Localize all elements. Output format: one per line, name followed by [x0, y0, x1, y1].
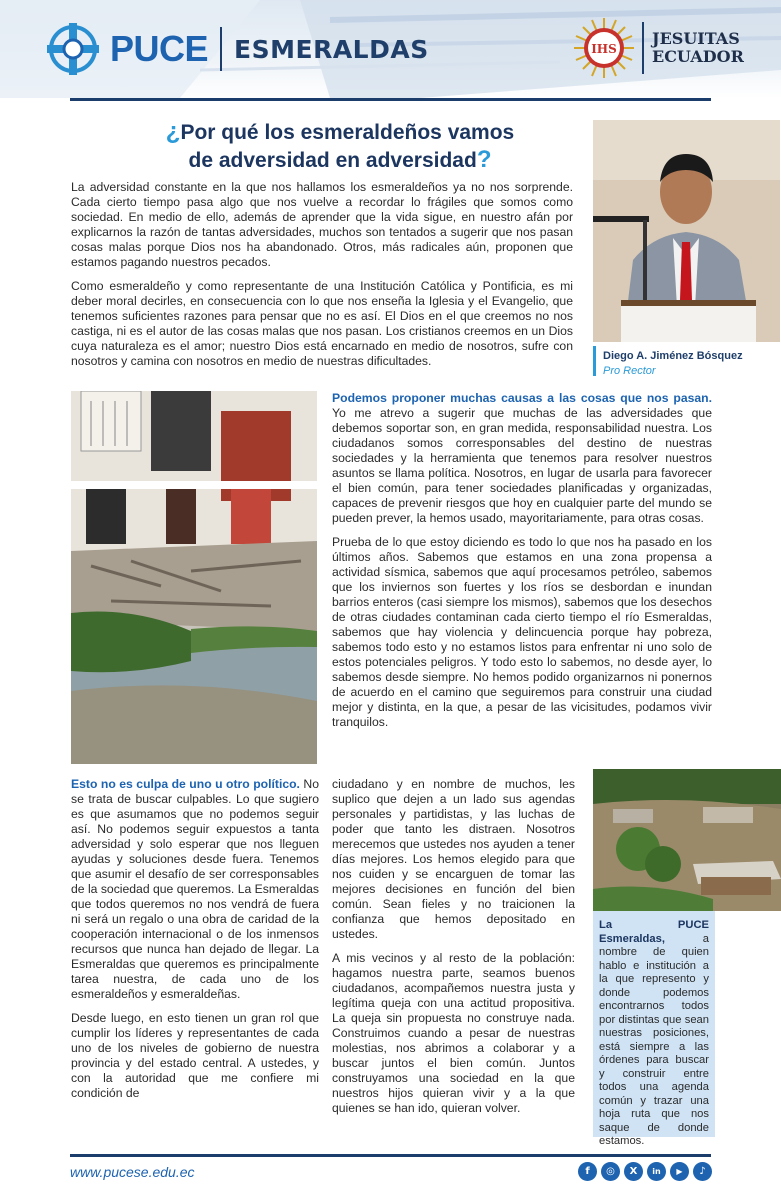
- question-open-mark: ¿: [165, 118, 181, 145]
- instagram-icon[interactable]: ◎: [601, 1162, 620, 1181]
- flooded-village-image: [593, 769, 781, 911]
- x-twitter-icon[interactable]: X: [624, 1162, 643, 1181]
- puce-emblem-icon: [44, 20, 102, 78]
- seal-monogram: IHS: [591, 42, 617, 56]
- paragraph-3: [332, 391, 712, 526]
- author-portrait: [593, 120, 780, 342]
- paragraph-8: A mis vecinos y al resto de la población: hagamos nuestra parte, seamos buenos ciudadanos, acompañemos nuestra justa y legítima queja con una actitud propositiva. La queja sin propuesta no construye nada. Construimos cuando a pesar de nuestras molestias, nos abrimos a colaborar y a buscar juntos el bien común. Juntos construyamos una sociedad en la que nuestros hijos quieran vivir y a la que quienes se han ido, quieran volver.: [332, 951, 575, 1115]
- partner-line2: ECUADOR: [652, 47, 744, 66]
- damaged-building-photo: [71, 391, 317, 764]
- intro-text: [71, 180, 573, 378]
- paragraph-4: Prueba de lo que estoy diciendo es todo lo que nos ha pasado en los últimos años. Sabemos que estamos en una zona propensa a actividad sísmica, sabemos que aquí procesamos petróleo, sabemos que los inviernos son fuertes y los ríos se desbordan e inundan barrios enteros (casi siempre los mismos), sabemos que los desechos de otras ciudades contaminan cada cierto tiempo el río Esmeraldas, sabemos que hay violencia y delincuencia porque hay pobreza, sabemos todo esto y no estamos listos para enfrentar ni uno solo de estos potenciales peligros. Y todo esto lo sabemos, no desde ayer, lo sabemos desde siempre. No hemos podido organizarnos ni ponernos de acuerdo en el camino que seguiremos para construir una ciudad mejor y distinta, en la que, a pesar de las vicisitudes, podamos vivir tranquilos.: [332, 535, 712, 729]
- linkedin-icon[interactable]: in: [647, 1162, 666, 1181]
- logo-divider: [220, 27, 222, 71]
- title-line1: Por qué los esmeraldeños vamos: [180, 121, 515, 144]
- paragraph-7: ciudadano y en nombre de muchos, les suplico que dejen a un lado sus agendas personales y partidistas, y las luchas de poder que tanto les distraen. Nosotros merecemos que ustedes nos ayuden a tener días mejores. Los hemos elegido para que nos cuiden y se encarguen de tomar las mejores decisiones en función del bien común. Sean fieles y no traicionen la confianza que hemos depositado en ustedes.: [332, 777, 575, 941]
- building-and-river-image: [71, 391, 317, 764]
- caption-accent: [593, 346, 596, 376]
- callout-body: a nombre de quien hablo e institución a la que represento y donde podemos encontrarnos todos por distintas que sean nuestras posiciones, está siempre a las órdenes para buscar y construir entre todos una agenda común y trazar una hoja ruta que nos saque de donde estamos.: [599, 932, 709, 1147]
- header-rule: [70, 98, 711, 101]
- youtube-icon[interactable]: ▶: [670, 1162, 689, 1181]
- paragraph-6: Desde luego, en esto tienen un gran rol que cumplir los líderes y representantes de cada uno de los niveles de gobierno de nuestra provincia y del estado central. A ustedes, y con la autoridad que me confiere mi condición de: [71, 1011, 319, 1100]
- author-name: Diego A. Jiménez Bósquez: [603, 350, 743, 362]
- website-link[interactable]: www.pucese.edu.ec: [70, 1164, 195, 1180]
- puce-logo[interactable]: [44, 20, 429, 78]
- author-role: Pro Rector: [603, 365, 656, 377]
- puce-callout-box: [593, 911, 715, 1147]
- title-line2: de adversidad en adversidad: [188, 149, 477, 172]
- lower-left-column: [71, 777, 319, 1110]
- paragraph-3-lead: Podemos proponer muchas causas a las cosas que nos pasan.: [332, 391, 712, 405]
- article-title: [110, 118, 570, 174]
- jesuit-seal-icon: [572, 16, 636, 80]
- jesuitas-logo[interactable]: [652, 30, 744, 66]
- social-links: [578, 1162, 712, 1181]
- footer-rule: [70, 1154, 711, 1157]
- paragraph-5: [71, 777, 319, 1002]
- brand-name: PUCE: [110, 28, 209, 69]
- partner-divider: [642, 22, 644, 74]
- question-close-mark: ?: [476, 146, 492, 173]
- campus-name: ESMERALDAS: [234, 34, 429, 64]
- causes-text: [332, 391, 712, 739]
- paragraph-2: Como esmeraldeño y como representante de una Institución Católica y Pontificia, es mi deber moral decirles, en consecuencia con lo que nos enseña la Iglesia y el Evangelio, que tenemos suficientes razones para pensar que no es así. El Dios en el que creemos no nos castiga, ni es el autor de las cosas malas que nos pasan. Los cristianos creemos en un Dios cuya naturaleza es el amor; nuestro Dios está encarnado en medio de nosotros, sufre con nosotros y camina con nosotros en medio de nuestras dificultades.: [71, 279, 573, 368]
- paragraph-3-body: Yo me atrevo a sugerir que muchas de las adversidades que debemos soportar son, en gran medida, responsabilidad nuestra. Los ciudadanos somos corresponsables del destino de nuestras sociedades y la herramienta que tenemos para resolver nuestros asuntos se llama política. Nosotros, en lugar de usarla para favorecer el bien común, para tener sociedades planificadas y organizadas, capaces de prevenir riesgos que hoy en cualquier parte del mundo se pueden prever, la hemos usado, mayoritariamente, para otras cosas.: [332, 406, 712, 525]
- flood-photo: [593, 769, 781, 911]
- paragraph-5-lead: Esto no es culpa de uno u otro político.: [71, 777, 300, 791]
- callout-lead: La PUCE Esmeraldas,: [599, 919, 709, 945]
- paragraph-1: La adversidad constante en la que nos hallamos los esmeraldeños ya no nos sorprende. Cada cierto tiempo pasa algo que nos vuelve a recordar lo frágiles que somos como sociedad. En medio de ello, además de aprender que la vida sigue, en nuestro afán por explicarnos la razón de tantas adversidades, muchos son tentados a sugerir que nos pasan cosas malas porque Dios nos ha abandonado. Otros, más radicales aún, proponen que estamos pagando nuestros pecados.: [71, 180, 573, 269]
- lower-middle-column: [332, 777, 575, 1125]
- author-photo: [593, 120, 780, 342]
- masthead: [0, 0, 781, 98]
- partner-line1: JESUITAS: [652, 29, 740, 48]
- paragraph-5-body: No se trata de buscar culpables. Lo que sugiero es que asumamos que no podemos seguir así. No podemos seguir expuestos a tanta adversidad y solo esperar que nos lleguen ayudas y soluciones desde fuera. Tenemos que asumir el desafío de ser corresponsables de la sociedad que queremos. La Esmeraldas que todos queremos no nos vendrá de fuera ni será un regalo o una obra de caridad de la cooperación internacional o de los inmensos recursos que nunca han dejado de llegar. La Esmeraldas que queremos es principalmente tarea nuestra, de cada uno de los esmeraldeños y esmeraldeñas.: [71, 777, 319, 1001]
- facebook-icon[interactable]: f: [578, 1162, 597, 1181]
- tiktok-icon[interactable]: ♪: [693, 1162, 712, 1181]
